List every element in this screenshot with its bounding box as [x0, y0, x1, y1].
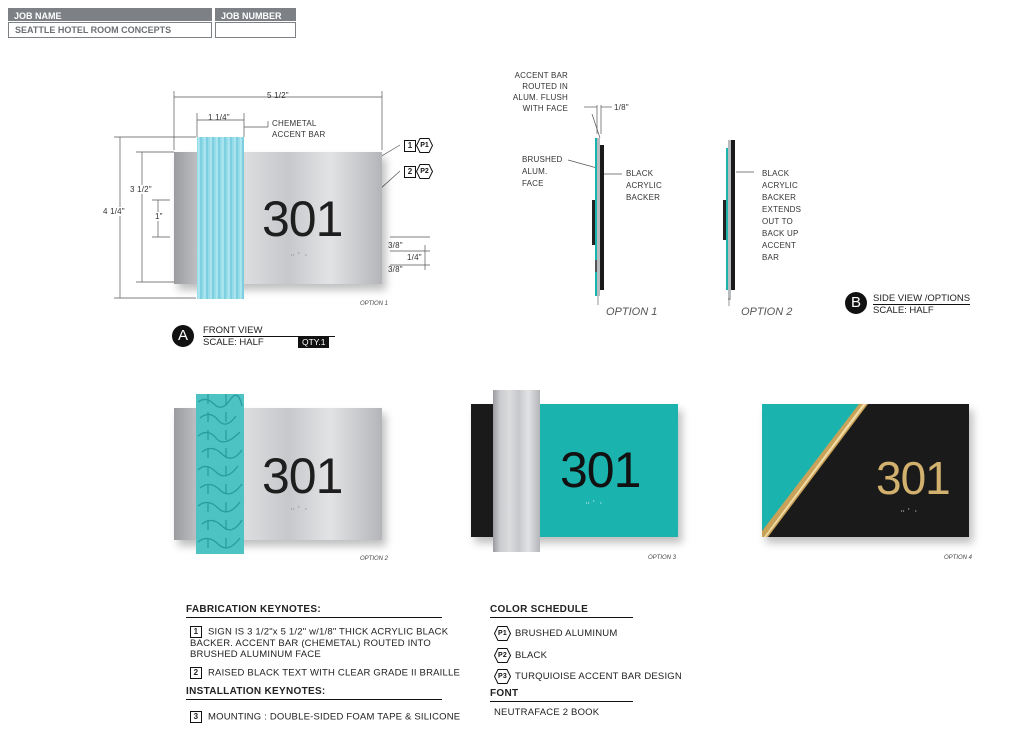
- job-number-label: JOB NUMBER: [215, 8, 296, 21]
- dim-width: 5 1/2": [267, 91, 289, 100]
- p2-hex-icon: P2: [494, 648, 511, 663]
- tag-p1: [404, 137, 437, 155]
- job-name-label: JOB NAME: [8, 8, 212, 21]
- option2-accent-bar: [196, 394, 244, 554]
- side-callout-backer-extends: BLACK ACRYLIC BACKER EXTENDS OUT TO BACK UP ACCENT BAR: [762, 169, 802, 262]
- font-value: NEUTRAFACE 2 BOOK: [494, 707, 600, 718]
- p1-hex-icon: P1: [494, 626, 511, 641]
- fabrication-item-2: [190, 667, 470, 679]
- option4-label: OPTION 4: [944, 555, 973, 561]
- option2-label: OPTION 2: [360, 556, 389, 562]
- color-p3-text: TURQUIOISE ACCENT BAR DESIGN: [515, 671, 682, 683]
- option2-braille: ⠒⠁⠂: [290, 507, 312, 514]
- keynote-1-box: 1: [404, 140, 416, 152]
- dim-height-sign: 3 1/2": [130, 185, 152, 194]
- dim-text-height: 1": [155, 212, 163, 221]
- option2-room-number: 301: [262, 448, 343, 504]
- side-option-1-label: OPTION 1: [606, 306, 658, 318]
- front-view-braille: ⠒⠁⠂: [290, 253, 312, 260]
- qty-badge: QTY.1: [298, 337, 329, 348]
- callout-accent-bar: CHEMETAL ACCENT BAR: [272, 119, 326, 139]
- front-view-scale: SCALE: HALF: [203, 337, 264, 348]
- side-callout-accent: ACCENT BAR ROUTED IN ALUM. FLUSH WITH FACE: [512, 71, 568, 113]
- p2-hex-icon: P2: [416, 164, 433, 179]
- front-view-room-number: 301: [262, 191, 343, 247]
- dim-gap-a: 3/8": [388, 241, 403, 250]
- p3-hex-icon: P3: [494, 669, 511, 684]
- installation-item-1-text: MOUNTING : DOUBLE-SIDED FOAM TAPE & SILICONE: [208, 711, 461, 723]
- color-p1-text: BRUSHED ALUMINUM: [515, 628, 618, 640]
- side-view-title: SIDE VIEW /OPTIONS: [873, 293, 971, 304]
- dim-height-total: 4 1/4": [103, 207, 125, 216]
- side-option-2-label: OPTION 2: [741, 306, 793, 318]
- keynote-1-box: 1: [190, 626, 202, 638]
- side-callout-brushed: BRUSHED ALUM. FACE: [522, 155, 563, 188]
- color-schedule-item-p1: [494, 626, 617, 641]
- installation-keynotes-title: INSTALLATION KEYNOTES:: [186, 686, 442, 700]
- keynote-3-box: 3: [190, 711, 202, 723]
- side-callout-backer: BLACK ACRYLIC BACKER: [626, 169, 662, 202]
- job-number-value: [215, 22, 296, 38]
- option3-braille: ⠒⠁⠂: [585, 501, 607, 508]
- dim-bar-width: 1 1/4": [208, 113, 230, 122]
- option4-room-number: 301: [876, 452, 950, 504]
- fabrication-item-1: [190, 626, 465, 660]
- p1-hex-icon: P1: [416, 138, 433, 153]
- front-view-accent-bar: [197, 137, 244, 299]
- fabrication-keynotes-title: FABRICATION KEYNOTES:: [186, 604, 442, 618]
- front-view-title: FRONT VIEW: [203, 325, 263, 336]
- color-schedule-item-p2: [494, 648, 547, 663]
- dim-gap-b: 1/4": [407, 253, 422, 262]
- job-name-value: SEATTLE HOTEL ROOM CONCEPTS: [8, 22, 212, 38]
- option3-room-number: 301: [560, 442, 641, 498]
- side-view-scale: SCALE: HALF: [873, 305, 934, 316]
- dim-gap-c: 3/8": [388, 265, 403, 274]
- option3-accent-bar: [493, 390, 540, 552]
- option3-label: OPTION 3: [648, 555, 677, 561]
- option4-braille: ⠒⠁⠂: [900, 509, 922, 516]
- color-schedule-item-p3: [494, 669, 682, 684]
- font-title: FONT: [490, 688, 633, 702]
- title-block: [8, 8, 296, 39]
- view-marker-a: A: [172, 325, 194, 347]
- side-dim-thickness: 1/8": [614, 103, 629, 112]
- fabrication-item-2-text: RAISED BLACK TEXT WITH CLEAR GRADE II BRAILLE: [208, 667, 461, 679]
- keynote-2-box: 2: [190, 667, 202, 679]
- view-marker-b: B: [845, 292, 867, 314]
- fabrication-item-1-text: SIGN IS 3 1/2"x 5 1/2" w/1/8" THICK ACRYLIC BLACK BACKER. ACCENT BAR (CHEMETAL) ROUTED INTO BRUSHED ALUMINUM FACE: [190, 626, 449, 660]
- color-schedule-title: COLOR SCHEDULE: [490, 604, 633, 618]
- front-option-label: OPTION 1: [360, 301, 389, 307]
- tag-p2: [404, 163, 437, 181]
- installation-item-1: [190, 711, 470, 723]
- keynote-2-box: 2: [404, 166, 416, 178]
- color-p2-text: BLACK: [515, 650, 548, 662]
